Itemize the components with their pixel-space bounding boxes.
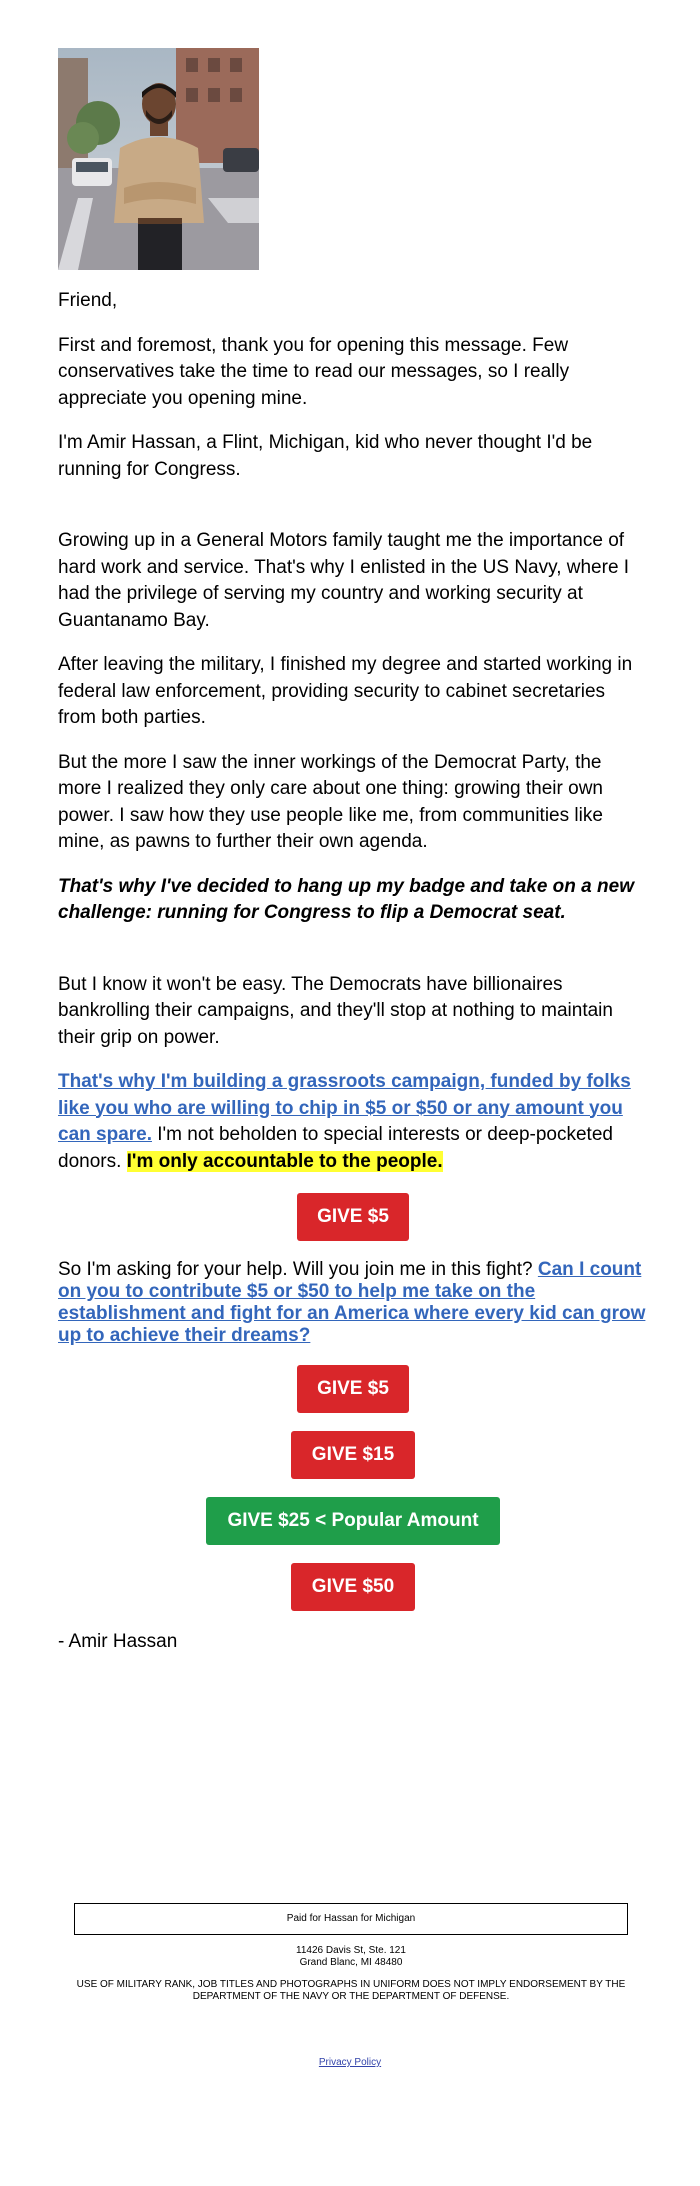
spacer: [58, 501, 648, 528]
paragraph-decision: That's why I've decided to hang up my badge and take on a new challenge: running for Congress to flip a Democrat seat.: [58, 875, 634, 923]
paragraph-background: Growing up in a General Motors family taught me the importance of hard work and service. That's why I enlisted in the US Navy, where I had the privilege of serving my country and working security at Guantanamo Bay.: [58, 530, 630, 631]
give-25-button[interactable]: GIVE $25 < Popular Amount: [206, 1497, 500, 1545]
donate-button-row: [58, 1431, 648, 1479]
donate-button-row: [58, 1497, 648, 1545]
paragraph-ask: [58, 1259, 648, 1347]
candidate-photo: [58, 48, 259, 270]
signature: - Amir Hassan: [58, 1631, 178, 1652]
grassroots-link[interactable]: That's why I'm building a grassroots campaign, funded by folks like you who are willing to chip in $5 or $50 or any amount you can spare.: [58, 1071, 631, 1145]
email-body: [58, 48, 648, 1674]
give-5-button[interactable]: GIVE $5: [297, 1365, 409, 1413]
footer: [74, 1903, 628, 2002]
spacer: [58, 945, 648, 972]
highlighted-text: I'm only accountable to the people.: [126, 1150, 443, 1172]
disclaimer: USE OF MILITARY RANK, JOB TITLES AND PHOTOGRAPHS IN UNIFORM DOES NOT IMPLY ENDORSEMENT BY THE DEPARTMENT OF THE NAVY OR THE DEPARTMENT OF DEFENSE.: [76, 1979, 626, 2002]
paragraph-grassroots-text: I'm not beholden to special interests or deep-pocketed donors.: [58, 1124, 613, 1172]
give-15-button[interactable]: GIVE $15: [291, 1431, 415, 1479]
paragraph-career: After leaving the military, I finished my degree and started working in federal law enforcement, providing security to cabinet secretaries from both parties.: [58, 654, 633, 728]
contribute-link[interactable]: Can I count on you to contribute $5 or $50 to help me take on the establishment and fight for an America where every kid can grow up to achieve their dreams?: [58, 1259, 646, 1346]
donate-button-row: [58, 1563, 648, 1611]
ask-text: So I'm asking for your help. Will you join me in this fight?: [58, 1259, 538, 1280]
privacy-row: [0, 2057, 700, 2068]
privacy-policy-link[interactable]: Privacy Policy: [318, 2057, 382, 2068]
donate-button-row: [58, 1365, 648, 1413]
paragraph-grassroots: [58, 1069, 648, 1175]
paragraph-thanks: First and foremost, thank you for opening this message. Few conservatives take the time to read our messages, so I really appreciate you opening mine.: [58, 334, 570, 409]
paragraph-intro: I'm Amir Hassan, a Flint, Michigan, kid who never thought I'd be running for Congress.: [58, 432, 593, 480]
address: [74, 1945, 628, 1969]
paragraph-challenge: But I know it won't be easy. The Democrats have billionaires bankrolling their campaigns, and they'll stop at nothing to maintain their grip on power.: [58, 973, 613, 1048]
give-50-button[interactable]: GIVE $50: [291, 1563, 415, 1611]
address-line-1: 11426 Davis St, Ste. 121: [296, 1945, 406, 1956]
paragraph-democrats: But the more I saw the inner workings of the Democrat Party, the more I realized they only care about one thing: growing their own power. I saw how they use people like me, from communities like mine, as pawns to further their own agenda.: [58, 751, 603, 852]
greeting: Friend,: [58, 290, 118, 311]
give-5-button[interactable]: GIVE $5: [297, 1193, 409, 1241]
paid-for-box: Paid for Hassan for Michigan: [74, 1903, 628, 1935]
donate-button-row: [58, 1193, 648, 1241]
address-line-2: Grand Blanc, MI 48480: [299, 1957, 403, 1968]
